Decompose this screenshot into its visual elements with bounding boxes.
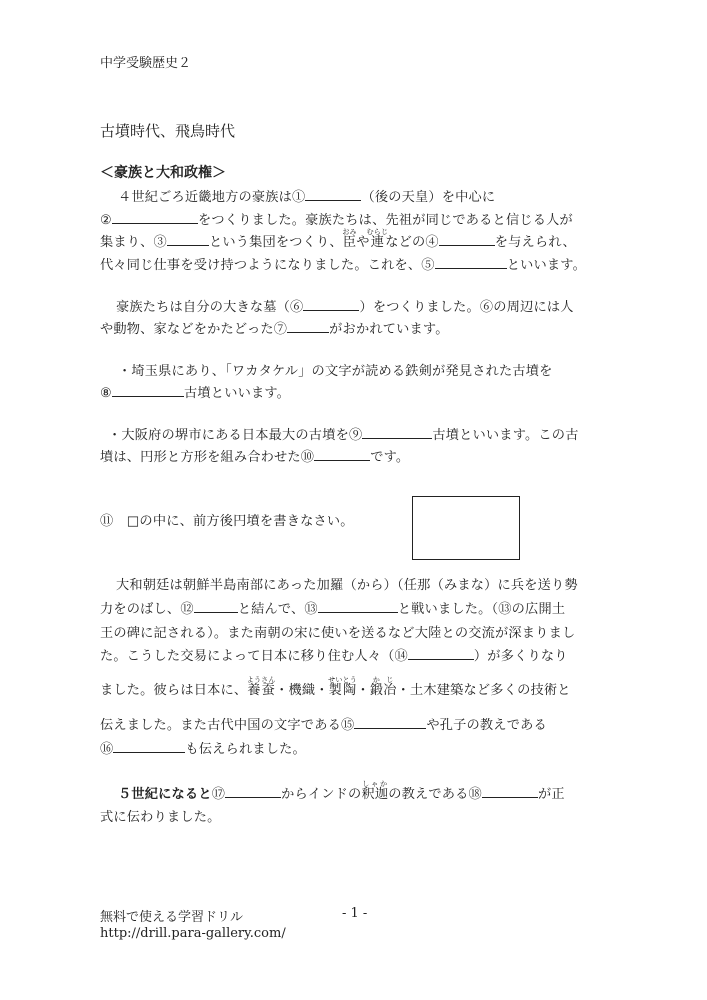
page-number: - 1 - [342,906,368,921]
text: と戦いました。（⑬の広開土 [397,602,566,617]
text: ・機織・ [275,683,329,698]
text: を与えられ、 [494,235,576,250]
text: がおかれています。 [329,322,449,337]
text: 王の碑に記される）。また南朝の宋に使いを送るなど大陸との交流が深まりまし [100,626,576,641]
blank-1[interactable] [305,186,361,201]
paragraph-5-line-3 [100,622,575,641]
text: 豪族たちは自分の大きな墓（⑥ [116,300,304,315]
muraji-ruby: 連むらじ [366,228,389,250]
omi-ruby: 臣おみ [342,228,357,250]
text: ⑧ [100,386,113,401]
text: です。 [370,450,410,465]
text: た。こうした交易によって日本に移り住む人々（⑭ [100,649,408,664]
text: といいます。 [506,258,586,273]
footer-url-link[interactable]: http://drill.para-gallery.com/ [100,926,286,941]
blank-14[interactable] [408,645,474,660]
page-title: 古墳時代、飛鳥時代 [100,122,236,140]
paragraph-2-line-2 [100,318,449,337]
blank-18[interactable] [482,783,538,798]
blank-13[interactable] [318,598,398,613]
text: ・埼玉県にあり、「ワカタケル」の文字が読める鉄剣が発見された古墳を [118,364,553,379]
text: の教えである⑱ [388,787,482,802]
paragraph-5-line-6 [100,714,547,733]
text: ）をつくりました。⑥の周辺には人 [359,300,574,315]
text: 力をのばし、⑫ [100,602,194,617]
text: と結んで、⑬ [237,602,318,617]
text: や [356,235,370,250]
paragraph-3-line-1 [118,360,553,379]
paragraph-6-line-2 [100,806,221,825]
text: 墳は、円形と方形を組み合わせた⑩ [100,450,315,465]
paragraph-3-line-2 [100,382,290,401]
text: ⑰ [211,787,226,802]
paragraph-5-line-5 [100,676,571,698]
text: も伝えられました。 [185,742,306,757]
text: ４世紀ごろ近畿地方の豪族は① [118,190,306,205]
blank-15[interactable] [354,714,426,729]
paragraph-4-line-1 [108,424,579,443]
blank-16[interactable] [113,738,185,753]
paragraph-4-line-2 [100,446,409,465]
question-11: ⑪ □の中に、前方後円墳を書きなさい。 [100,514,354,529]
paragraph-5-line-4 [100,645,568,664]
text: 式に伝わりました。 [100,810,221,825]
text: ・ [356,683,370,698]
text: ② [100,213,113,228]
paragraph-1-line-1 [118,186,495,205]
text: 代々同じ仕事を受け持つようになりました。これを、⑤ [100,258,435,273]
text: ました。彼らは日本に、 [100,683,248,698]
text: からインドの [281,787,362,802]
footer-left: 無料で使える学習ドリル [100,910,244,925]
blank-9[interactable] [362,424,432,439]
blank-7[interactable] [287,318,329,333]
text: 古墳といいます。この古 [432,428,579,443]
text: ・大阪府の堺市にある日本最大の古墳を⑨ [108,428,363,443]
text: （後の天皇）を中心に [361,190,496,205]
blank-4[interactable] [439,231,495,246]
paragraph-1-line-4 [100,254,586,273]
shaka-ruby: 釈迦しゃか [361,780,389,802]
blank-3[interactable] [167,231,209,246]
paragraph-5-line-1 [116,574,578,593]
text: ）が多くりなり [473,649,568,664]
text: 集まり、③ [100,235,167,250]
blank-17[interactable] [225,783,281,798]
text: 伝えました。また古代中国の文字である⑮ [100,718,355,733]
paragraph-1-line-3 [100,228,576,250]
yosan-ruby: 養蚕ようさん [246,676,276,698]
text: をつくりました。豪族たちは、先祖が同じであると信じる人が [198,213,573,228]
blank-10[interactable] [314,446,370,461]
blank-2[interactable] [112,209,198,224]
text: 古墳といいます。 [184,386,291,401]
text: などの④ [385,235,439,250]
paragraph-2-line-1 [116,296,574,315]
section-title: ＜豪族と大和政権＞ [100,165,226,181]
text: や孔子の教えである [426,718,547,733]
seito-ruby: 製陶せいとう [328,676,357,698]
text: ⑯ [100,742,114,757]
text: 大和朝廷は朝鮮半島南部にあった加羅（から）（任那（みまな）に兵を送り勢 [116,578,578,593]
blank-8[interactable] [112,382,184,397]
paragraph-6-line-1 [118,780,565,802]
text: という集団をつくり、 [208,235,343,250]
blank-12[interactable] [194,598,238,613]
paragraph-5-line-7 [100,738,306,757]
paragraph-5-line-2 [100,598,565,617]
page-header: 中学受験歴史２ [100,56,192,71]
text: が正 [537,787,565,802]
drawing-box[interactable] [412,496,520,560]
text: ５世紀になると [118,787,212,802]
blank-5[interactable] [435,254,507,269]
text: ・土木建築など多くの技術と [396,683,571,698]
paragraph-1-line-2 [100,209,573,228]
text: や動物、家などをかたどった⑦ [100,322,288,337]
kaji-ruby: 鍛冶かじ [369,676,397,698]
blank-6[interactable] [303,296,359,311]
